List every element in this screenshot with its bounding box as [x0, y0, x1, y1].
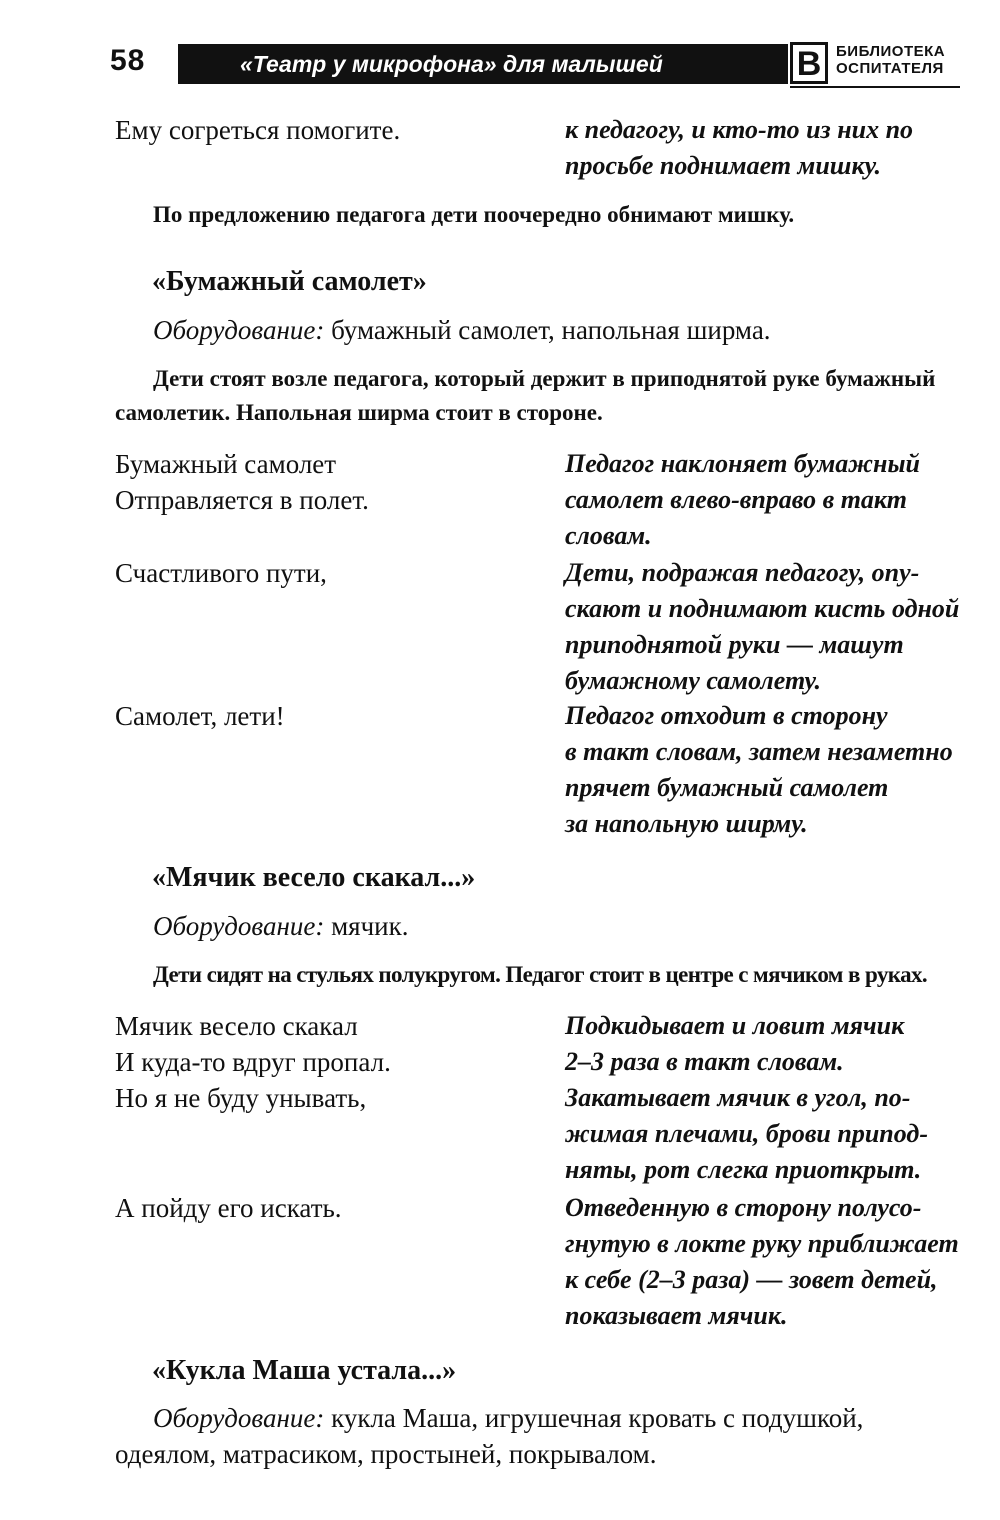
direction-line: бумажному самолету. [565, 666, 821, 695]
section-title: «Кукла Маша устала...» [152, 1355, 457, 1386]
running-title: «Театр у микрофона» для малышей [178, 44, 788, 84]
narrative-paragraph [115, 198, 965, 232]
direction-line: Отведенную в сторону полусо- [565, 1193, 922, 1222]
direction-line: няты, рот слегка приоткрыт. [565, 1155, 922, 1184]
stage-direction [565, 555, 965, 699]
logo-line-1: БИБЛИОТЕКА [836, 43, 946, 60]
direction-line: Педагог наклоняет бумажный [565, 449, 920, 478]
stage-direction [565, 446, 965, 554]
series-logo [790, 40, 960, 88]
direction-line: к педагогу, и кто-то из них по [565, 115, 914, 144]
equipment-text: мячик. [331, 911, 409, 941]
equipment-line [115, 1400, 965, 1472]
verse-text [115, 112, 545, 148]
direction-line: показывает мячик. [565, 1301, 788, 1330]
stage-direction [565, 1190, 965, 1334]
verse-text [115, 1008, 545, 1116]
stage-direction [565, 112, 965, 184]
direction-line: за напольную ширму. [565, 809, 808, 838]
logo-letter-icon: В [790, 42, 828, 84]
direction-line: гнутую в локте руку приближает [565, 1229, 959, 1258]
verse-line: Самолет, лети! [115, 701, 285, 731]
verse-line: Ему согреться помогите. [115, 115, 401, 145]
direction-line: прячет бумажный самолет [565, 773, 889, 802]
stage-direction [565, 698, 965, 842]
direction-line: скают и поднимают кисть одной [565, 594, 960, 623]
narrative-line: Дети стоят возле педагога, который держит в приподнятой руке бумажный [153, 366, 936, 391]
direction-line: Дети, подражая педагогу, опу- [565, 558, 920, 587]
narrative-line: По предложению педагога дети поочередно обнимают мишку. [153, 202, 795, 227]
equipment-text: бумажный самолет, напольная ширма. [331, 315, 771, 345]
equipment-line [115, 312, 965, 348]
logo-text [836, 43, 945, 77]
direction-line: в такт словам, затем незаметно [565, 737, 953, 766]
equipment-line [115, 908, 965, 944]
stage-direction [565, 1008, 965, 1188]
equipment-label: Оборудование: [153, 911, 325, 941]
verse-line: Счастливого пути, [115, 558, 327, 588]
verse-line: А пойду его искать. [115, 1193, 342, 1223]
direction-line: Закатывает мячик в угол, по- [565, 1083, 911, 1112]
verse-line: Но я не буду унывать, [115, 1083, 367, 1113]
verse-text [115, 446, 545, 518]
narrative-line: самолетик. Напольная ширма стоит в стороне. [115, 400, 603, 425]
verse-line: Отправляется в полет. [115, 485, 369, 515]
page-header [110, 40, 960, 90]
direction-line: самолет влево-вправо в такт [565, 485, 907, 514]
verse-text [115, 555, 545, 591]
narrative-line: Дети сидят на стульях полукругом. Педагог стоит в центре с мячиком в руках. [153, 962, 928, 987]
narrative-paragraph [115, 958, 965, 992]
direction-line: к себе (2–3 раза) — зовет детей, [565, 1265, 938, 1294]
direction-line: приподнятой руки — машут [565, 630, 904, 659]
logo-line-2: ОСПИТАТЕЛЯ [836, 60, 944, 77]
section-title: «Мячик весело скакал...» [152, 862, 476, 893]
verse-line: Бумажный самолет [115, 449, 337, 479]
direction-line: просьбе поднимает мишку. [565, 151, 882, 180]
direction-line: жимая плечами, брови припод- [565, 1119, 928, 1148]
equipment-label: Оборудование: [153, 315, 325, 345]
verse-text [115, 1190, 545, 1226]
page-number: 58 [110, 44, 146, 77]
verse-line: И куда-то вдруг пропал. [115, 1047, 391, 1077]
verse-line: Мячик весело скакал [115, 1011, 358, 1041]
direction-line: Подкидывает и ловит мячик [565, 1011, 905, 1040]
direction-line: Педагог отходит в сторону [565, 701, 888, 730]
verse-text [115, 698, 545, 734]
direction-line: 2–3 раза в такт словам. [565, 1047, 844, 1076]
equipment-label: Оборудование: [153, 1403, 325, 1433]
direction-line: словам. [565, 521, 652, 550]
section-title: «Бумажный самолет» [152, 266, 427, 297]
equipment-text: кукла Маша, игрушечная кровать с подушкой, [331, 1403, 864, 1433]
narrative-paragraph [115, 362, 965, 430]
equipment-text-cont: одеялом, матрасиком, простыней, покрывалом. [115, 1439, 657, 1469]
logo-underline [790, 86, 960, 88]
